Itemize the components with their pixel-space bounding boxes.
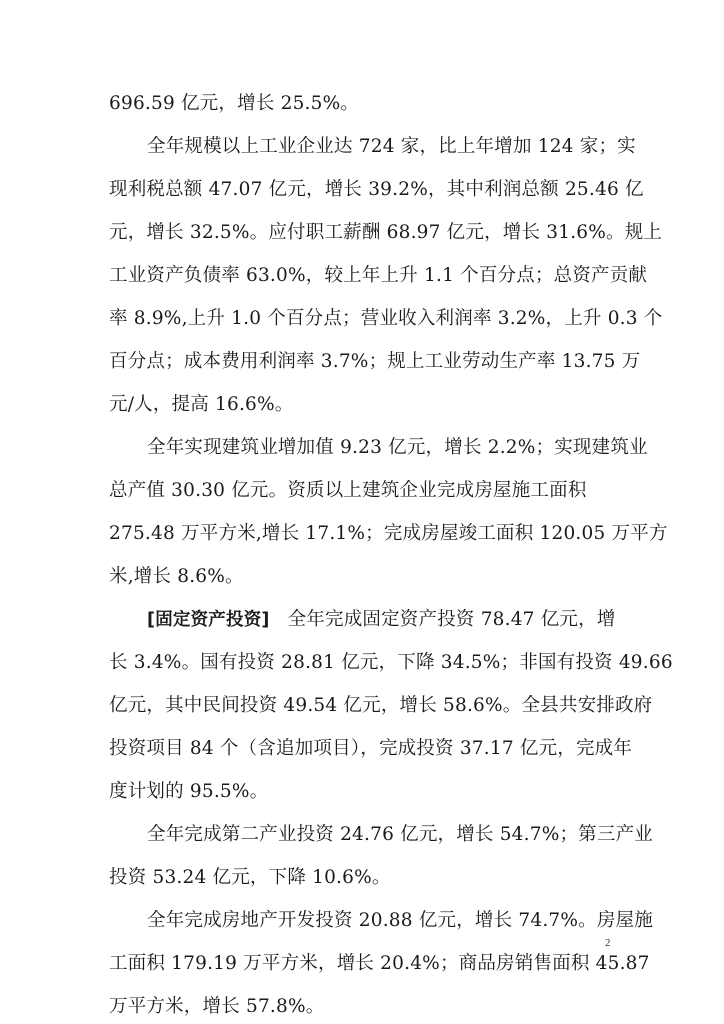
text-line: 长 3.4%。国有投资 28.81 亿元，下降 34.5%；非国有投资 49.66 [109,652,673,673]
text-line: 投资项目 84 个（含追加项目），完成投资 37.17 亿元，完成年 [109,738,633,759]
section-paragraph-start [147,608,629,632]
text-line: 696.59 亿元，增长 25.5%。 [109,93,360,114]
page-number: 2 [605,937,611,949]
text-line: 工面积 179.19 万平方米，增长 20.4%；商品房销售面积 45.87 [109,953,650,974]
text-line: 工业资产负债率 63.0%，较上年上升 1.1 个百分点；总资产贡献 [109,265,648,286]
text-line: 亿元，其中民间投资 49.54 亿元，增长 58.6%。全县共安排政府 [109,695,653,716]
text-line: 米,增长 8.6%。 [109,566,244,587]
text-line: 万平方米，增长 57.8%。 [109,996,325,1017]
text-line: 元/人，提高 16.6%。 [109,394,294,415]
text-line: 元，增长 32.5%。应付职工薪酬 68.97 亿元，增长 31.6%。规上 [109,222,663,243]
text-line: 度计划的 95.5%。 [109,781,269,802]
text-line: 总产值 30.30 亿元。资质以上建筑企业完成房屋施工面积 [109,480,587,501]
section-label: [固定资产投资] [147,610,270,630]
text-line: 全年完成固定资产投资 78.47 亿元，增 [287,609,616,630]
text-line: 率 8.9%,上升 1.0 个百分点；营业收入利润率 3.2%，上升 0.3 个 [109,308,663,329]
text-line: 全年规模以上工业企业达 724 家，比上年增加 124 家；实 [147,136,636,157]
text-line: 275.48 万平方米,增长 17.1%；完成房屋竣工面积 120.05 万平方 [109,523,668,544]
text-line: 百分点；成本费用利润率 3.7%；规上工业劳动生产率 13.75 万 [109,351,641,372]
text-line: 全年完成第二产业投资 24.76 亿元，增长 54.7%；第三产业 [147,824,653,845]
text-line: 全年实现建筑业增加值 9.23 亿元，增长 2.2%；实现建筑业 [147,437,648,458]
text-line: 全年完成房地产开发投资 20.88 亿元，增长 74.7%。房屋施 [147,910,653,931]
text-line: 投资 53.24 亿元，下降 10.6%。 [109,867,391,888]
text-line: 现利税总额 47.07 亿元，增长 39.2%，其中利润总额 25.46 亿 [109,179,644,200]
